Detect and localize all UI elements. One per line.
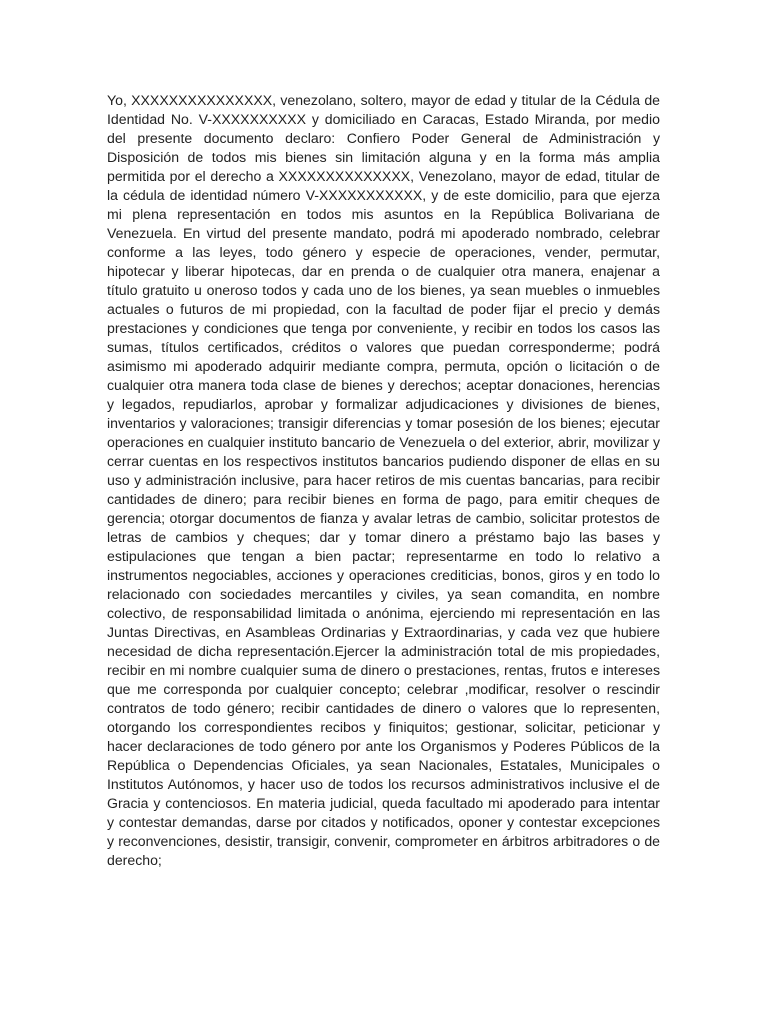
body-paragraph: Yo, XXXXXXXXXXXXXXX, venezolano, soltero, mayor de edad y titular de la Cédula de Identidad No. V-XXXXXXXXXX y domiciliado en Caracas, Estado Miranda, por medio del presente documento declaro: Confiero Poder General de Administración y Disposición de todos mis bienes sin limitación alguna y en la forma más amplia permitida por el derecho a XXXXXXXXXXXXXX, Venezolano, mayor de edad, titular de la cédula de identidad número V-XXXXXXXXXXX, y de este domicilio, para que ejerza mi plena representación en todos mis asuntos en la República Bolivariana de Venezuela. En virtud del presente mandato, podrá mi apoderado nombrado, celebrar conforme a las leyes, todo género y especie de operaciones, vender, permutar, hipotecar y liberar hipotecas, dar en prenda o de cualquier otra manera, enajenar a título gratuito u oneroso todos y cada uno de los bienes, ya sean muebles o inmuebles actuales o futuros de mi propiedad, con la facultad de poder fijar el precio y demás prestaciones y condiciones que tenga por conveniente, y recibir en todos los casos las sumas, títulos certificados, créditos o valores que puedan corresponderme; podrá asimismo mi apoderado adquirir mediante compra, permuta, opción o licitación o de cualquier otra manera toda clase de bienes y derechos; aceptar donaciones, herencias y legados, repudiarlos, aprobar y formalizar adjudicaciones y divisiones de bienes, inventarios y valoraciones; transigir diferencias y tomar posesión de los bienes; ejecutar operaciones en cualquier instituto bancario de Venezuela o del exterior, abrir, movilizar y cerrar cuentas en los respectivos institutos bancarios pudiendo disponer de ellas en su uso y administración inclusive, para hacer retiros de mis cuentas bancarias, para recibir cantidades de dinero; para recibir bienes en forma de pago, para emitir cheques de gerencia; otorgar documentos de fianza y avalar letras de cambio, solicitar protestos de letras de cambios y cheques; dar y tomar dinero a préstamo bajo las bases y estipulaciones que tengan a bien pactar; representarme en todo lo relativo a instrumentos negociables, acciones y operaciones crediticias, bonos, giros y en todo lo relacionado con sociedades mercantiles y civiles, ya sean comandita, en nombre colectivo, de responsabilidad limitada o anónima, ejerciendo mi representación en las Juntas Directivas, en Asambleas Ordinarias y Extraordinarias, y cada vez que hubiere necesidad de dicha representación.Ejercer la administración total de mis propiedades, recibir en mi nombre cualquier suma de dinero o prestaciones, rentas, frutos e intereses que me corresponda por cualquier concepto; celebrar ,modificar, resolver o rescindir contratos de todo género; recibir cantidades de dinero o valores que lo representen, otorgando los correspondientes recibos y finiquitos; gestionar, solicitar, peticionar y hacer declaraciones de todo género por ante los Organismos y Poderes Públicos de la República o Dependencias Oficiales, ya sean Nacionales, Estatales, Municipales o Institutos Autónomos, y hacer uso de todos los recursos administrativos inclusive el de Gracia y contenciosos. En materia judicial, queda facultado mi apoderado para intentar y contestar demandas, darse por citados y notificados, oponer y contestar excepciones y reconvenciones, desistir, transigir, convenir, comprometer en árbitros arbitradores o de derecho;	[107, 92, 660, 868]
